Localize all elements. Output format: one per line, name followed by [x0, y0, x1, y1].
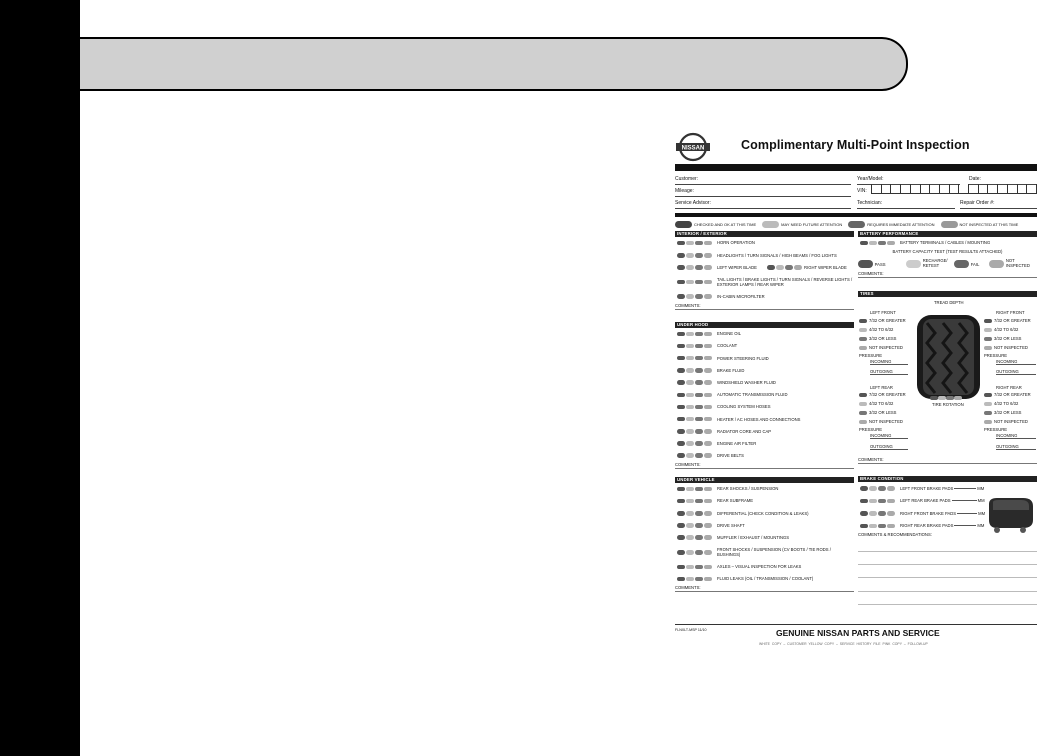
footer-code: FLNXLT-MSP 11/10 — [675, 628, 707, 632]
interior-comments[interactable]: COMMENTS: — [675, 303, 854, 310]
legend-not-inspected: NOT INSPECTED AT THIS TIME — [959, 221, 1019, 227]
nissan-logo — [676, 132, 711, 162]
tire-option[interactable]: 4/32 TO 6/32 — [859, 401, 893, 406]
tire-rotation-label: TIRE ROTATION — [932, 402, 964, 408]
vin-boxes[interactable] — [871, 184, 1037, 194]
right-front-label: RIGHT FRONT — [996, 310, 1025, 316]
tire-option[interactable]: NOT INSPECTED — [984, 419, 1028, 424]
pass-label: PASS — [874, 261, 886, 267]
interior-header: INTERIOR / EXTERIOR — [675, 231, 854, 237]
tire-option[interactable]: 7/32 OR GREATER — [984, 392, 1031, 397]
battery-result-options[interactable] — [858, 257, 1037, 271]
checklist-item[interactable]: AUTOMATIC TRANSMISSION FLUID — [675, 389, 854, 401]
checklist-item[interactable]: ENGINE OIL — [675, 328, 854, 340]
checklist-item[interactable]: COOLING SYSTEM HOSES — [675, 401, 854, 413]
tire-option[interactable]: 7/32 OR GREATER — [859, 318, 906, 323]
inspection-form — [675, 130, 1037, 652]
battery-not-inspected-label: NOT INSPECTED — [1005, 258, 1030, 269]
pressure-label: PRESSURE — [984, 427, 1008, 433]
recommendation-line[interactable] — [858, 552, 1037, 565]
repair-order-field[interactable]: Repair Order #: — [960, 198, 1037, 209]
technician-field[interactable]: Technician: — [857, 198, 955, 209]
vin-label: VIN: — [857, 188, 867, 194]
tire-option[interactable]: 3/32 OR LESS — [984, 410, 1021, 415]
right-rear-label: RIGHT REAR — [996, 385, 1022, 391]
footer-title: GENUINE NISSAN PARTS AND SERVICE — [776, 628, 940, 638]
form-title: Complimentary Multi-Point Inspection — [741, 138, 970, 152]
right-rear-outgoing[interactable]: OUTGOING — [996, 444, 1036, 450]
battery-not-inspected-swatch[interactable] — [989, 260, 1004, 268]
checklist-item[interactable]: HEADLIGHTS / TURN SIGNALS / HIGH BEAMS / FOG LIGHTS — [675, 249, 854, 261]
checklist-item[interactable]: DRIVE SHAFT — [675, 519, 854, 531]
customer-info — [675, 171, 1037, 211]
checklist-item[interactable]: COOLANT — [675, 340, 854, 352]
brake-item[interactable]: RIGHT REAR BRAKE PADS MM — [858, 520, 1037, 533]
legend-ok-swatch — [675, 221, 692, 228]
pressure-label: PRESSURE — [859, 353, 883, 359]
tire-option[interactable]: 4/32 TO 6/32 — [984, 327, 1018, 332]
checklist-item[interactable]: HEATER / AC HOSES AND CONNECTIONS — [675, 413, 854, 425]
tire-option[interactable]: 3/32 OR LESS — [984, 336, 1021, 341]
battery-header: BATTERY PERFORMANCE — [858, 231, 1037, 237]
left-front-label: LEFT FRONT — [870, 310, 896, 316]
top-tab-banner — [80, 37, 908, 91]
left-black-bar — [0, 0, 80, 756]
checklist-item[interactable]: IN-CABIN MICROFILTER — [675, 291, 854, 303]
right-column — [858, 231, 1037, 605]
pass-swatch[interactable] — [858, 260, 873, 268]
footer-rule — [675, 624, 1037, 625]
date-field[interactable]: Date: — [969, 174, 1037, 185]
tire-option[interactable]: 3/32 OR LESS — [859, 410, 896, 415]
legend-immediate-swatch — [848, 221, 865, 228]
tires-comments[interactable]: COMMENTS: — [858, 457, 1037, 464]
battery-terminals-item[interactable]: BATTERY TERMINALS / CABLES / MOUNTING — [858, 237, 1037, 249]
right-wiper-label: RIGHT WIPER BLADE — [804, 264, 847, 270]
recharge-label: RECHARGE/ RETEST — [922, 258, 948, 269]
tread-depth-label: TREAD DEPTH — [934, 300, 964, 306]
mileage-field[interactable]: Mileage: — [675, 186, 851, 197]
year-model-field[interactable]: Year/Model: — [857, 174, 960, 185]
tire-option[interactable]: 4/32 TO 6/32 — [859, 327, 893, 332]
checklist-item[interactable]: AXLES – VISUAL INSPECTION FOR LEAKS — [675, 561, 854, 573]
tire-option[interactable]: 3/32 OR LESS — [859, 336, 896, 341]
under-vehicle-header: UNDER VEHICLE — [675, 477, 854, 483]
checklist-item[interactable]: ENGINE AIR FILTER — [675, 437, 854, 449]
tire-option[interactable]: NOT INSPECTED — [859, 419, 903, 424]
checklist-item[interactable]: WINDSHIELD WASHER FLUID — [675, 377, 854, 389]
right-rear-incoming[interactable]: INCOMING — [996, 433, 1036, 439]
checklist-item[interactable]: POWER STEERING FLUID — [675, 352, 854, 364]
brake-item[interactable]: RIGHT FRONT BRAKE PADS MM — [858, 507, 1037, 520]
under-hood-comments[interactable]: COMMENTS: — [675, 462, 854, 469]
pressure-label: PRESSURE — [984, 353, 1008, 359]
left-rear-incoming[interactable]: INCOMING — [870, 433, 908, 439]
checklist-item[interactable]: FRONT SHOCKS / SUSPENSION (CV BOOTS / TIE RODS / BUSHINGS) — [675, 544, 854, 561]
tire-option[interactable]: 7/32 OR GREATER — [859, 392, 906, 397]
tires-section — [858, 297, 1037, 457]
checklist-item[interactable]: TAIL LIGHTS / BRAKE LIGHTS / TURN SIGNALS / REVERSE LIGHTS / EXTERIOR LAMPS / REAR WIPER — [675, 274, 854, 291]
legend — [675, 217, 1037, 231]
checklist-item[interactable]: BRAKE FLUID — [675, 364, 854, 376]
brake-item[interactable]: LEFT REAR BRAKE PADS MM — [858, 495, 1037, 508]
legend-immediate: REQUIRES IMMEDIATE ATTENTION — [867, 221, 935, 227]
right-front-incoming[interactable]: INCOMING — [996, 359, 1036, 365]
recommendation-line[interactable] — [858, 565, 1037, 578]
checklist-item[interactable]: RADIATOR CORE AND CAP — [675, 425, 854, 437]
battery-capacity-test: BATTERY CAPACITY TEST (TEST RESULTS ATTACHED) — [892, 249, 1003, 255]
logo-text: NISSAN — [681, 145, 705, 152]
form-columns — [675, 231, 1037, 605]
fail-swatch[interactable] — [954, 260, 969, 268]
checklist-item[interactable]: FLUID LEAKS (OIL / TRANSMISSION / COOLANT) — [675, 573, 854, 585]
tire-option[interactable]: NOT INSPECTED — [984, 345, 1028, 350]
checklist-item[interactable]: HORN OPERATION — [675, 237, 854, 249]
tire-option[interactable]: 4/32 TO 6/32 — [984, 401, 1018, 406]
tire-option[interactable]: 7/32 OR GREATER — [984, 318, 1031, 323]
checklist-item[interactable]: MUFFLER / EXHAUST / MOUNTINGS — [675, 532, 854, 544]
recommendation-line[interactable] — [858, 592, 1037, 605]
recommendation-line[interactable] — [858, 538, 1037, 551]
footer-copies: WHITE COPY – CUSTOMER YELLOW COPY – SERVICE HISTORY FILE PINK COPY – FOLLOW-UP — [759, 642, 928, 646]
tire-icon — [913, 313, 984, 401]
customer-field[interactable]: Customer: — [675, 174, 851, 185]
tire-option[interactable]: NOT INSPECTED — [859, 345, 903, 350]
checklist-item[interactable]: REAR SHOCKS / SUSPENSION — [675, 483, 854, 495]
recommendations-label: COMMENTS & RECOMMENDATIONS: — [858, 532, 932, 538]
left-rear-label: LEFT REAR — [870, 385, 893, 391]
under-vehicle-comments[interactable]: COMMENTS: — [675, 585, 854, 592]
under-hood-header: UNDER HOOD — [675, 322, 854, 328]
pressure-label: PRESSURE — [859, 427, 883, 433]
legend-ok: CHECKED AND OK AT THIS TIME — [694, 221, 757, 227]
checklist-item[interactable]: DRIVE BELTS — [675, 450, 854, 462]
form-header — [675, 130, 1037, 164]
recharge-swatch[interactable] — [906, 260, 921, 268]
legend-not-inspected-swatch — [941, 221, 958, 228]
fail-label: FAIL — [970, 261, 980, 267]
legend-future-swatch — [762, 221, 779, 228]
left-rear-outgoing[interactable]: OUTGOING — [870, 444, 908, 450]
left-front-outgoing[interactable]: OUTGOING — [870, 369, 908, 375]
brake-caliper-icon — [983, 496, 1037, 534]
recommendation-line[interactable] — [858, 578, 1037, 591]
brake-header: BRAKE CONDITION — [858, 476, 1037, 482]
legend-future: MAY NEED FUTURE ATTENTION — [781, 221, 843, 227]
tires-header: TIRES — [858, 291, 1037, 297]
brake-item[interactable]: LEFT FRONT BRAKE PADS MM — [858, 482, 1037, 495]
checklist-item[interactable]: DIFFERENTIAL (CHECK CONDITION & LEAKS) — [675, 507, 854, 519]
left-column — [675, 231, 854, 605]
title-rule — [675, 164, 1037, 171]
right-front-outgoing[interactable]: OUTGOING — [996, 369, 1036, 375]
checklist-item[interactable]: REAR SUBFRAME — [675, 495, 854, 507]
battery-comments[interactable]: COMMENTS: — [858, 271, 1037, 278]
checklist-item[interactable]: LEFT WIPER BLADE RIGHT WIPER BLADE — [675, 261, 854, 273]
service-advisor-field[interactable]: Service Advisor: — [675, 198, 851, 209]
left-front-incoming[interactable]: INCOMING — [870, 359, 908, 365]
rotation-dots[interactable] — [930, 395, 962, 400]
